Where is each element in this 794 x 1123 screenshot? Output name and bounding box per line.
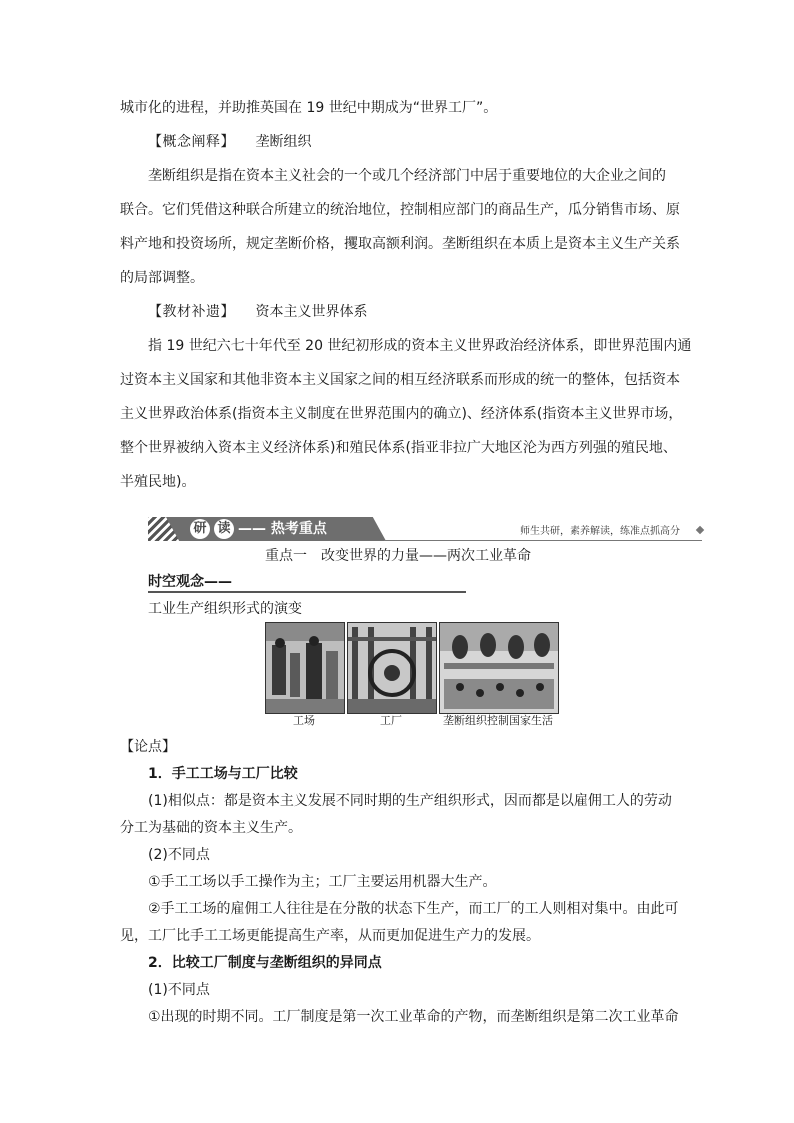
- concept-line: 垄断组织是指在资本主义社会的一个或几个经济部门中居于重要地位的大企业之间的: [148, 168, 666, 184]
- concept-title: 垄断组织: [255, 134, 312, 150]
- image-caption: 工场: [293, 714, 315, 727]
- banner-slogan: 师生共研，素养解读，练准点抓高分: [520, 526, 680, 537]
- concept-line: 料产地和投资场所，规定垄断价格，攫取高额利润。垄断组织在本质上是资本主义生产关系: [120, 236, 680, 252]
- heading-1: 1．手工工场与工厂比较: [148, 766, 298, 782]
- banner-char-circle: 读: [214, 519, 234, 539]
- concept-heading: [148, 132, 676, 152]
- image-caption: 垄断组织控制国家生活: [443, 714, 553, 727]
- body-line: (1)不同点: [148, 982, 210, 998]
- body-line: (2)不同点: [148, 847, 210, 863]
- workshop-illustration: [265, 622, 345, 714]
- body-line: 分工为基础的资本主义生产。: [120, 820, 302, 836]
- spacetime-label: 时空观念——: [148, 574, 232, 590]
- body-line: (1)相似点：都是资本主义发展不同时期的生产组织形式，因而都是以雇佣工人的劳动: [148, 793, 672, 809]
- factory-illustration: [347, 622, 437, 714]
- paragraph-line: 城市化的进程，并助推英国在 19 世纪中期成为“世界工厂”。: [120, 100, 498, 116]
- heading-2: 2．比较工厂制度与垄断组织的异同点: [148, 955, 382, 971]
- supplement-heading: [148, 302, 676, 322]
- body-line: ①手工工场以手工操作为主；工厂主要运用机器大生产。: [148, 874, 497, 890]
- supplement-line: 半殖民地)。: [120, 474, 196, 490]
- argument-label: 【论点】: [120, 739, 176, 755]
- supplement-line: 主义世界政治体系(指资本主义制度在世界范围内的确立)、经济体系(指资本主义世界市场，: [120, 406, 683, 422]
- banner-char-circle: 研: [190, 519, 210, 539]
- concept-line: 的局部调整。: [120, 270, 204, 286]
- section-banner: [148, 513, 708, 543]
- body-line: ②手工工场的雇佣工人往往是在分散的状态下生产，而工厂的工人则相对集中。由此可: [148, 901, 679, 917]
- supplement-tag: 【教材补遗】: [148, 304, 235, 320]
- banner-rule: [384, 540, 702, 541]
- spacetime-heading: [148, 571, 466, 593]
- monopoly-cartoon: [439, 622, 559, 714]
- image-caption: 工厂: [380, 714, 402, 727]
- supplement-line: 指 19 世纪六七十年代至 20 世纪初形成的资本主义世界政治经济体系，即世界范围内通: [148, 338, 692, 354]
- figure-title: 工业生产组织形式的演变: [148, 601, 302, 617]
- supplement-line: 整个世界被纳入资本主义经济体系)和殖民体系(指亚非拉广大地区沦为西方列强的殖民地、: [120, 440, 677, 456]
- supplement-title: 资本主义世界体系: [255, 304, 368, 320]
- diamond-icon: [696, 526, 704, 534]
- supplement-line: 过资本主义国家和其他非资本主义国家之间的相互经济联系而形成的统一的整体，包括资本: [120, 372, 680, 388]
- body-line: ①出现的时期不同。工厂制度是第一次工业革命的产物，而垄断组织是第二次工业革命: [148, 1009, 679, 1025]
- concept-tag: 【概念阐释】: [148, 134, 235, 150]
- banner-subtitle: —— 热考重点: [238, 521, 327, 537]
- concept-line: 联合。它们凭借这种联合所建立的统治地位，控制相应部门的商品生产，瓜分销售市场、原: [120, 202, 680, 218]
- body-line: 见，工厂比手工工场更能提高生产率，从而更加促进生产力的发展。: [120, 928, 540, 944]
- section-title: 重点一 改变世界的力量——两次工业革命: [265, 548, 531, 564]
